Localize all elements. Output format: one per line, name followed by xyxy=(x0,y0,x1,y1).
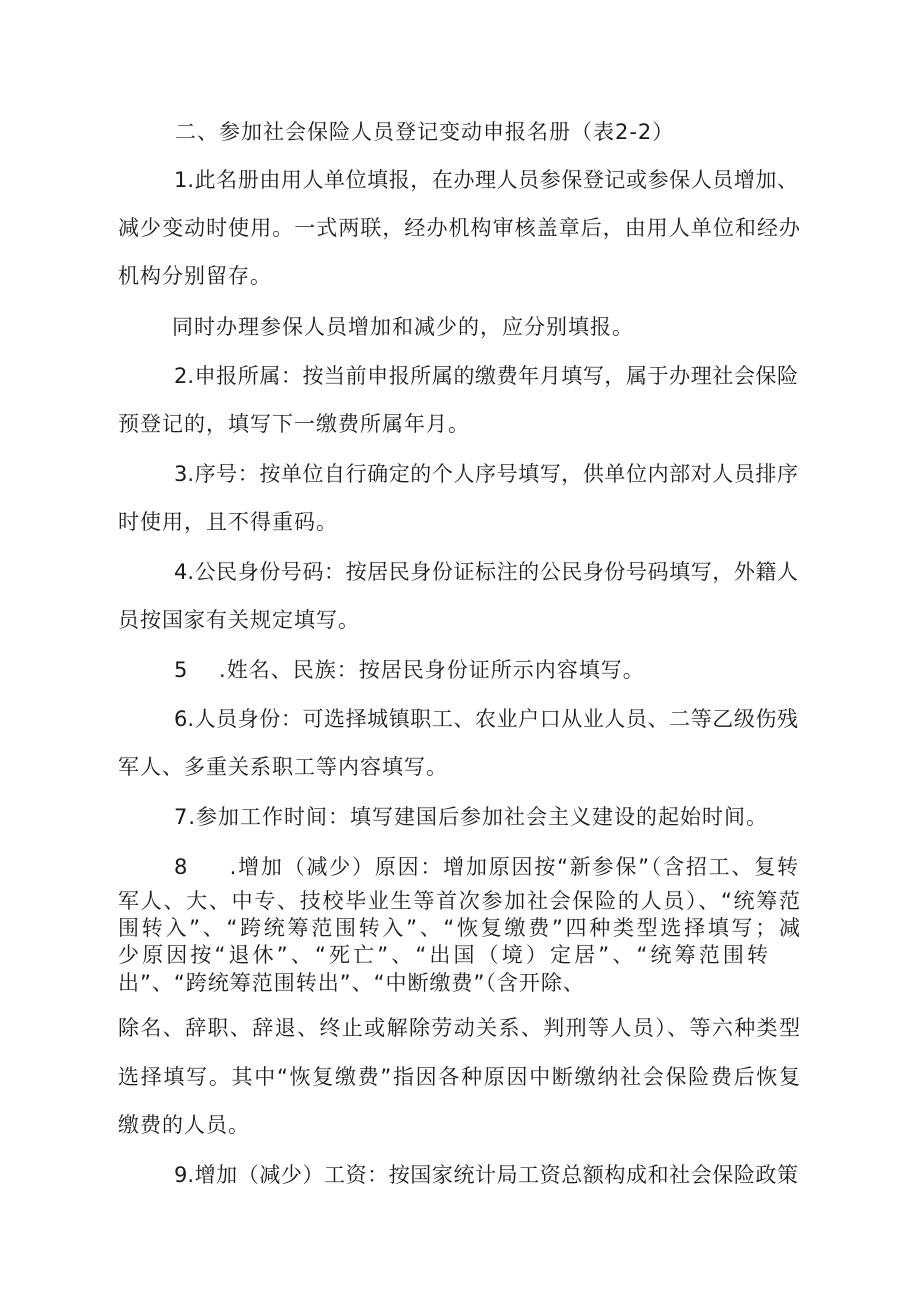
paragraph-line: 除名、辞职、辞退、终止或解除劳动关系、判刑等人员）、等六种类型 xyxy=(118,1016,800,1040)
paragraph-line: 少原因按“退休”、“死亡”、“出国（境）定居”、“统筹范围转 xyxy=(118,943,768,967)
paragraph-line: 2.申报所属：按当前申报所属的缴费年月填写，属于办理社会保险 xyxy=(174,364,798,388)
paragraph-line: 同时办理参保人员增加和减少的，应分别填报。 xyxy=(172,315,634,339)
paragraph-line: 减少变动时使用。一式两联，经办机构审核盖章后，由用人单位和经办 xyxy=(118,216,800,240)
paragraph-line: 1.此名册由用人单位填报，在办理人员参保登记或参保人员增加、 xyxy=(174,168,798,192)
paragraph-line: 选择填写。其中“恢复缴费”指因各种原因中断缴纳社会保险费后恢复 xyxy=(118,1065,800,1089)
paragraph-line: 出”、“跨统筹范围转出”、“中断缴费”（含开除、 xyxy=(118,971,585,995)
section-heading: 二、参加社会保险人员登记变动申报名册（表2-2） xyxy=(175,120,675,144)
paragraph-line: 3.序号：按单位自行确定的个人序号填写，供单位内部对人员排序 xyxy=(174,462,798,486)
paragraph-line: 时使用，且不得重码。 xyxy=(118,510,338,534)
paragraph-line: 5 .姓名、民族：按居民身份证所示内容填写。 xyxy=(174,658,645,682)
paragraph-line: 6.人员身份：可选择城镇职工、农业户口从业人员、二等乙级伤残 xyxy=(174,707,798,731)
paragraph-line: 9.增加（减少）工资：按国家统计局工资总额构成和社会保险政策 xyxy=(174,1163,798,1187)
paragraph-line: 7.参加工作时间：填写建国后参加社会主义建设的起始时间。 xyxy=(174,805,769,829)
paragraph-line: 员按国家有关规定填写。 xyxy=(118,608,360,632)
paragraph-line: 4.公民身份号码：按居民身份证标注的公民身份号码填写，外籍人 xyxy=(174,560,798,584)
paragraph-line: 预登记的，填写下一缴费所属年月。 xyxy=(118,412,470,436)
paragraph-line: 缴费的人员。 xyxy=(118,1113,250,1137)
paragraph-line: 军人、多重关系职工等内容填写。 xyxy=(118,755,448,779)
paragraph-line: 机构分别留存。 xyxy=(118,264,272,288)
paragraph-line: 8 .增加（减少）原因：增加原因按“新参保”（含招工、复转 xyxy=(174,855,798,879)
paragraph-line: 围转入”、“跨统筹范围转入”、“恢复缴费”四种类型选择填写；减 xyxy=(118,916,800,940)
paragraph-line: 军人、大、中专、技校毕业生等首次参加社会保险的人员）、“统筹范 xyxy=(118,889,800,913)
